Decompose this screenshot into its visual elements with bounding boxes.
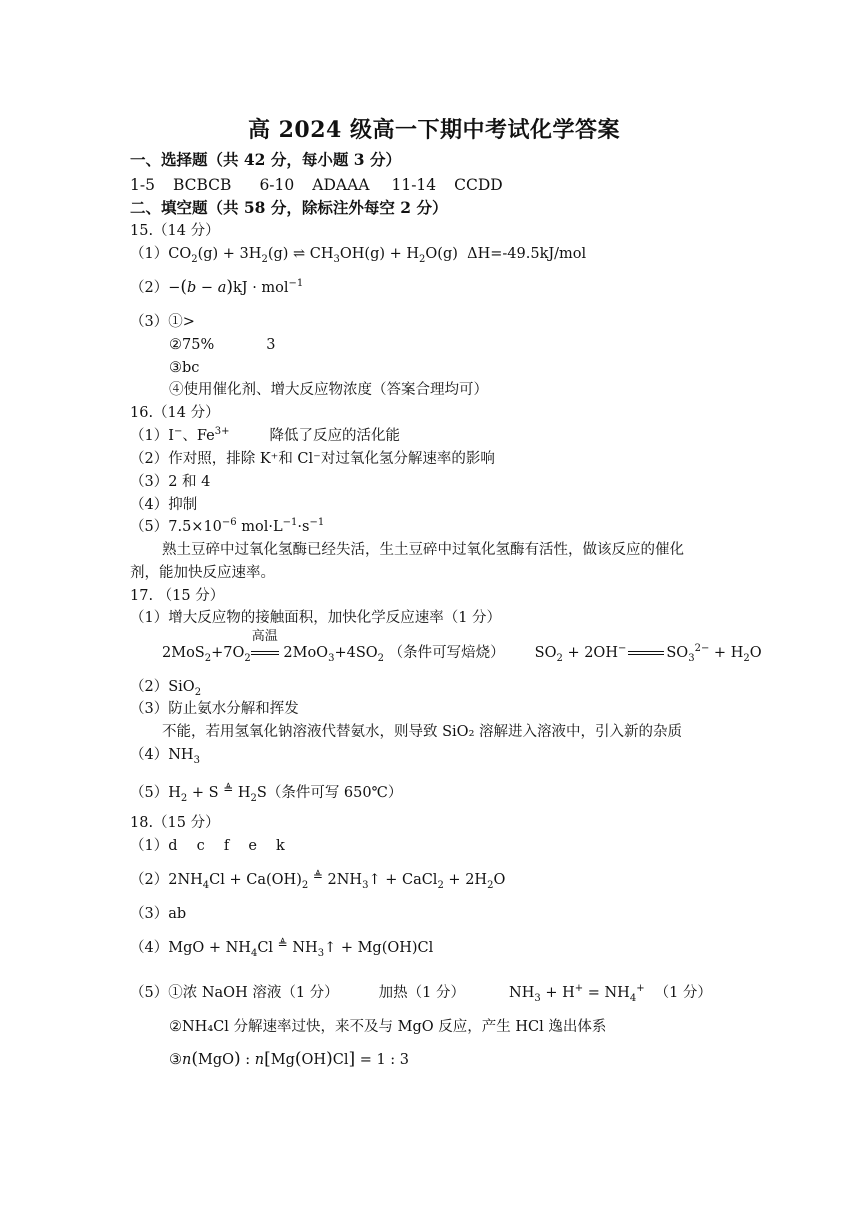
mc-group3-answers: CCDD [454, 176, 503, 194]
q18-part3: （3）ab [130, 906, 187, 922]
mc-group1-answers: BCBCB [172, 176, 232, 194]
q15-part3-answer-b1: ②75% [169, 337, 215, 353]
q15-part3-label: （3） [130, 314, 169, 330]
q16-part1-answer: 降低了反应的活化能 [269, 428, 400, 444]
q15-part2: （2）−(b − a)kJ · mol$^{-1}$ [130, 277, 304, 297]
q16-part2: （2）作对照，排除 K⁺和 Cl⁻对过氧化氢分解速率的影响 [130, 451, 495, 467]
q16-part3: （3）2 和 4 [130, 474, 211, 490]
page-title: 高 2024 级高一下期中考试化学答案 [247, 117, 621, 143]
q17-part4: $(4)NH_3$ [130, 747, 200, 766]
q15-enthalpy: ΔH=-49.5kJ/mol [467, 246, 587, 262]
q16-part5: $(5)7.5\times 10^{-6}$ $mol\cdot L^{-1}\cdot s^{-1}$ [130, 517, 325, 535]
q17-part5-note: （条件可写 650℃） [266, 785, 403, 801]
q18-part2-label: （2） [130, 872, 169, 888]
section-choice-heading: 一、选择题（共 42 分，每小题 3 分） [130, 150, 401, 169]
q18-part5-answer-c-note: （1 分） [654, 985, 712, 1001]
q18-part5-answer-e-label: ③ [169, 1052, 182, 1068]
q18-part4-label: （4） [130, 940, 169, 956]
q17-part5-label: （5） [130, 785, 169, 801]
mc-group1-label: 1-5 [130, 176, 155, 194]
q17-part1: （1）增大反应物的接触面积，加快化学反应速率（1 分） [130, 610, 502, 626]
mc-group2-label: 6-10 [259, 176, 295, 194]
q18-part1: （1）d c f e k [130, 838, 285, 854]
q15-part3-answer-a: ①> [168, 314, 195, 330]
q18-part5: （5）①浓 NaOH 溶液（1 分） 加热（1 分） $NH_3 + H^+ = NH_4^+$ （1 分） [130, 983, 712, 1004]
q18-part2: $(2)2NH_4Cl + Ca(OH)_2$ ≜ $2NH_3↑$ + CaCl$_2$ + $2H_2O$ [130, 869, 506, 891]
q16-part5-text1: 熟土豆碎中过氧化氢酶已经失活，生土豆碎中过氧化氢酶有活性，做该反应的催化 [162, 542, 684, 558]
q17-heading: 17. （15 分） [130, 588, 225, 604]
q15-heading: 15.（14 分） [130, 223, 220, 239]
q15-part2-label: （2） [130, 280, 169, 296]
q18-part4: $(4)MgO + NH_4Cl$ ≜ $NH_3↑ + Mg(OH)Cl$ [130, 937, 434, 959]
q17-part2-label: （2） [130, 679, 169, 695]
q15-part1-label: （1） [130, 246, 169, 262]
q15-part3-answer-b2: 3 [266, 337, 276, 353]
q17-part3-text: 不能，若用氢氧化钠溶液代替氨水，则导致 SiO₂ 溶解进入溶液中，引入新的杂质 [162, 724, 682, 740]
q18-part5-answer-e: ③n(MgO) : n[Mg(OH)Cl] = 1 : 3 [169, 1049, 410, 1069]
q16-part1: （1）I−、$Fe^{3+}$ 降低了反应的活化能 [130, 426, 400, 444]
section-fill-heading: 二、填空题（共 58 分，除标注外每空 2 分） [130, 198, 448, 217]
q16-part1-label: （1） [130, 428, 169, 444]
q17-part1-equations: $2MoS_2+7O_2$ 高温 $2MoO_3+4SO_2$ （条件可写焙烧） $SO_2 + 2OH^-$ $SO_3^{2-} + H_2O$ [162, 629, 762, 664]
q16-part5-label: （5） [130, 519, 169, 535]
q15-part3-d: ④使用催化剂、增大反应物浓度（答案合理均可） [169, 382, 488, 398]
q15-part3 [130, 313, 195, 331]
q17-part2: （2）SiO$_2$ [130, 679, 202, 698]
q15-part3-b [169, 336, 275, 354]
q18-part5-answer-a: ①浓 NaOH 溶液（1 分） [168, 985, 339, 1001]
mc-answers [130, 176, 503, 194]
q18-part5-answer-b: 加热（1 分） [378, 985, 465, 1001]
mc-group2-answers: ADAAA [312, 176, 370, 194]
q16-heading: 16.（14 分） [130, 405, 220, 421]
q18-heading: 18.（15 分） [130, 815, 220, 831]
q17-part4-label: （4） [130, 747, 169, 763]
q17-condition-note: （条件可写焙烧） [388, 645, 505, 661]
q17-part5: $(5)H_2 + S$ ≜ $H_2S$（条件可写 650℃） [130, 782, 403, 804]
mc-group3-label: 11-14 [391, 176, 437, 194]
q18-part5-label: （5） [130, 985, 169, 1001]
q16-part5-text2: 剂，能加快反应速率。 [130, 565, 275, 581]
q15-part3-c: ③bc [169, 360, 200, 376]
q17-part3: （3）防止氨水分解和挥发 [130, 701, 299, 717]
q17-condition: 高温 [251, 629, 278, 644]
q16-part4: （4）抑制 [130, 497, 198, 513]
q18-part5-answer-d: ②NH₄Cl 分解速率过快，来不及与 MgO 反应，产生 HCl 逸出体系 [169, 1019, 607, 1035]
q15-part1: $(1)CO_2(g) + 3H_2(g)$ ⇌ $CH_3OH(g) + H_2O(g)$ ΔH=-49.5kJ/mol [130, 246, 587, 265]
